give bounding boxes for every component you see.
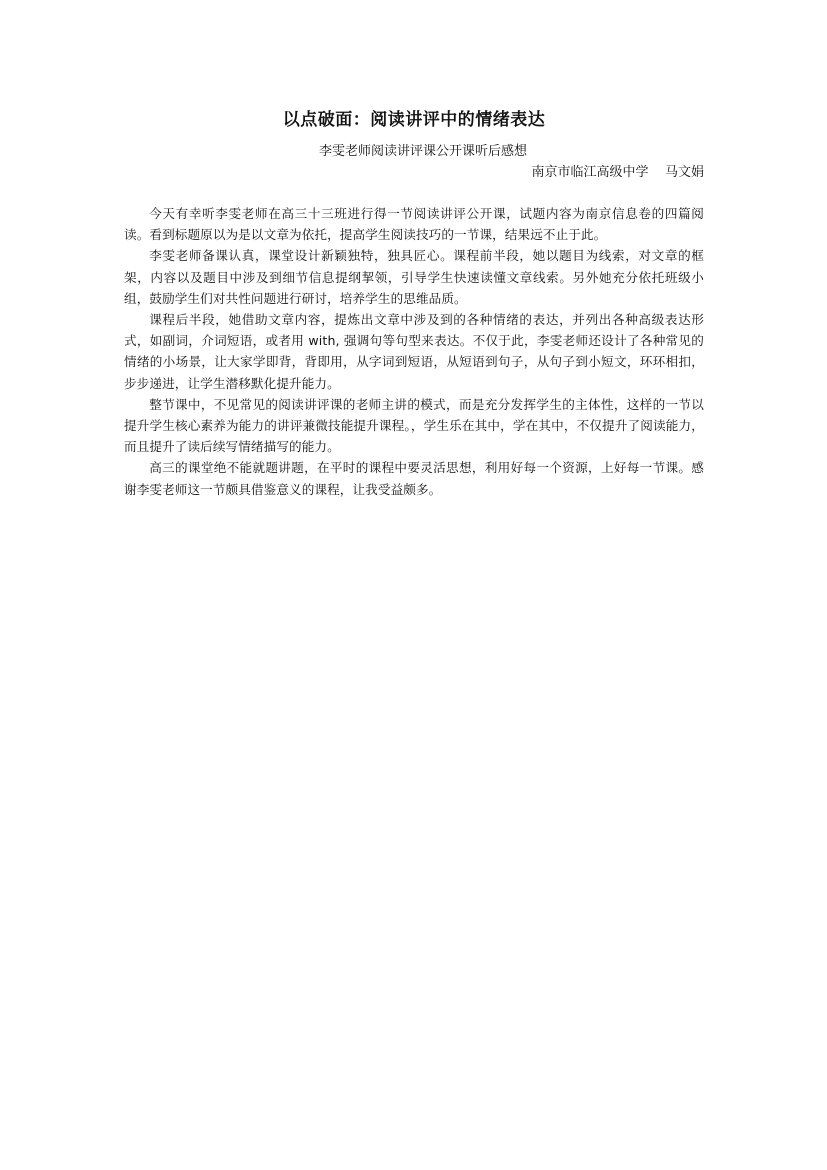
- paragraph: 今天有幸听李雯老师在高三十三班进行得一节阅读讲评公开课，试题内容为南京信息卷的四篇阅读。看到标题原以为是以文章为依托，提高学生阅读技巧的一节课，结果远不止于此。: [124, 206, 704, 243]
- paragraph: 整节课中，不见常见的阅读讲评课的老师主讲的模式，而是充分发挥学生的主体性，这样的一节以提升学生核心素养为能力的讲评兼微技能提升课程。，学生乐在其中，学在其中，不仅提升了阅读能力，而且提升了读后续写情绪描写的能力。: [124, 396, 704, 455]
- paragraph: 李雯老师备课认真，课堂设计新颖独特，独具匠心。课程前半段，她以题目为线索，对文章的框架，内容以及题目中涉及到细节信息提纲挈领，引导学生快速读懂文章线索。另外她充分依托班级小组，鼓励学生们对共性问题进行研讨，培养学生的思维品质。: [124, 248, 704, 306]
- paragraph: 课程后半段，她借助文章内容，提炼出文章中涉及到的各种情绪的表达，并列出各种高级表达形式，如副词，介词短语，或者用 with, 强调句等句型来表达。不仅于此，李雯老师还设计了各种常见的情绪的小场景，让大家学即背，背即用，从字词到短语，从短语到句子，从句子到小短文，环环相扣，步步递进，让学生潜移默化提升能力。: [124, 312, 704, 391]
- paragraph: 高三的课堂绝不能就题讲题，在平时的课程中要灵活思想，利用好每一个资源，上好每一节课。感谢李雯老师这一节颇具借鉴意义的课程，让我受益颇多。: [124, 460, 704, 497]
- document-page: [124, 108, 704, 500]
- document-title: 以点破面：阅读讲评中的情绪表达: [282, 110, 546, 130]
- document-body: [124, 203, 704, 500]
- author-line: 南京市临江高级中学 马文娟: [531, 165, 704, 180]
- document-subtitle: 李雯老师阅读讲评课公开课听后感想: [318, 144, 527, 159]
